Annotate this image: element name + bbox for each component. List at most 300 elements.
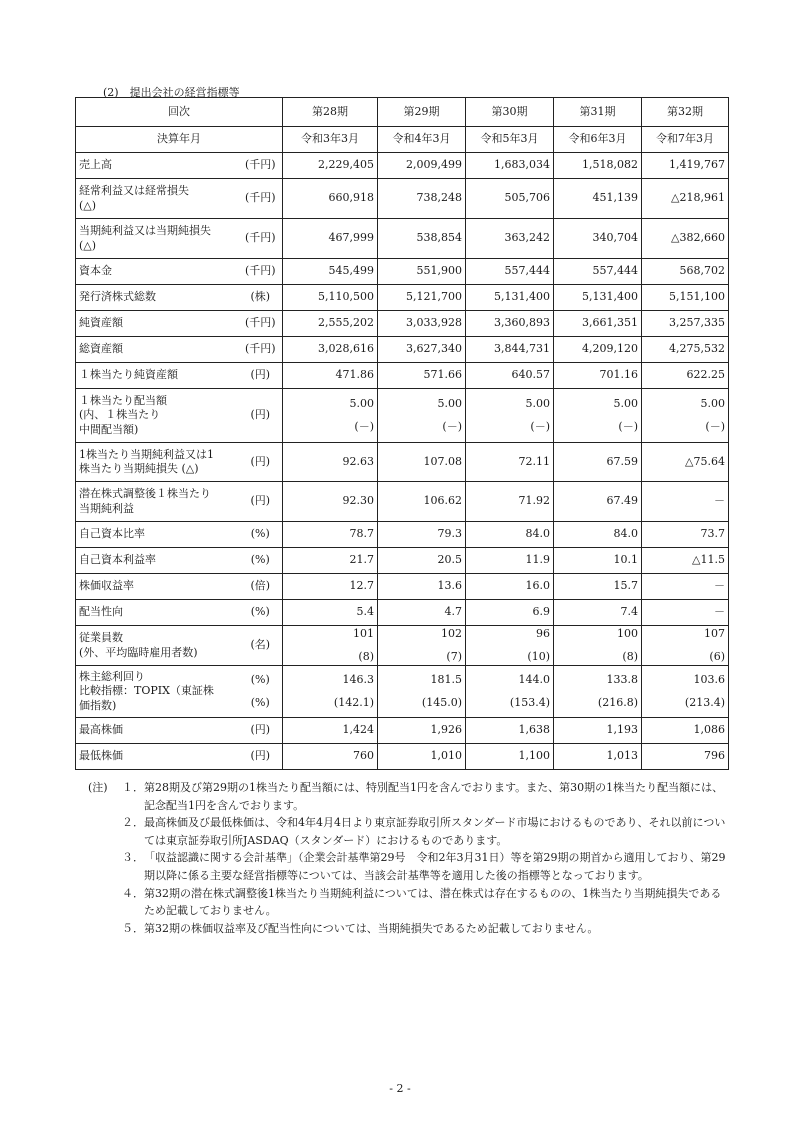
value: △11.5 [692, 553, 725, 567]
row-label-cell [76, 443, 239, 482]
value-cell [378, 337, 466, 363]
value-secondary: (213.4) [684, 696, 725, 709]
value-cell [554, 718, 642, 744]
table-row [76, 666, 729, 718]
row-label: 経常利益又は経常損失 [79, 184, 189, 198]
table-row [76, 744, 729, 770]
row-label: 当期純利益又は当期純損失 [79, 224, 211, 238]
value-cell [466, 337, 554, 363]
row-unit-cell [239, 389, 283, 443]
value-cell [283, 666, 378, 718]
value: 10.1 [613, 553, 638, 567]
note-text: 第28期及び第29期の1株当たり配当額には、特別配当1円を含んでおります。また、第30期の1株当たり配当額には、記念配当1円を含んでおります。 [144, 781, 724, 812]
note-item [88, 885, 728, 920]
value: 571.66 [423, 368, 462, 382]
value: 551,900 [416, 264, 462, 278]
value: 660,918 [328, 191, 374, 205]
row-unit-cell [239, 666, 283, 718]
value: 7.4 [620, 605, 638, 619]
value-cell [378, 600, 466, 626]
value-cell [283, 718, 378, 744]
value: － [714, 494, 725, 508]
value-cell [466, 363, 554, 389]
row-label: 従業員数 [79, 631, 123, 645]
row-label: １株当たり純資産額 [79, 368, 178, 382]
value: 796 [704, 749, 725, 763]
row-unit: (千円) [244, 191, 276, 205]
value-cell [554, 389, 642, 443]
row-label: １株当たり配当額 [79, 394, 167, 408]
table-row [76, 259, 729, 285]
value: 144.0 [518, 672, 550, 686]
value-cell [554, 482, 642, 522]
value-cell [554, 522, 642, 548]
row-unit: (円) [250, 454, 271, 468]
row-unit: (千円) [244, 316, 276, 330]
row-unit: (千円) [244, 158, 276, 172]
value: 5.00 [613, 396, 638, 410]
value-cell [466, 744, 554, 770]
value-cell [466, 285, 554, 311]
value: 640.57 [511, 368, 550, 382]
value: 12.7 [349, 579, 374, 593]
row-label: 総資産額 [79, 342, 123, 356]
value: 67.49 [606, 494, 638, 508]
value-secondary: (6) [709, 650, 725, 663]
value: 1,086 [693, 723, 725, 737]
value-cell [642, 548, 729, 574]
value: 5,121,700 [406, 290, 462, 304]
value: 15.7 [613, 579, 638, 593]
value-cell [378, 259, 466, 285]
row-unit-cell [239, 311, 283, 337]
header-fiscal-month: 令和5年3月 [466, 127, 554, 153]
value: － [714, 605, 725, 619]
header-period: 第30期 [466, 98, 554, 127]
table-row [76, 311, 729, 337]
row-label-cell [76, 718, 239, 744]
row-unit-cell [239, 744, 283, 770]
value: 340,704 [592, 231, 638, 245]
value: 5,131,400 [494, 290, 550, 304]
row-unit-cell [239, 363, 283, 389]
value-cell [283, 626, 378, 666]
value: 467,999 [328, 231, 374, 245]
section-title: (2) 提出会社の経営指標等 [103, 86, 240, 99]
value: 557,444 [504, 264, 550, 278]
table-row [76, 179, 729, 219]
value: 71.92 [518, 494, 550, 508]
value: △218,961 [671, 191, 725, 205]
row-label: 発行済株式総数 [79, 290, 156, 304]
row-unit: (%) [250, 553, 270, 567]
value: 1,013 [606, 749, 638, 763]
value-cell [466, 718, 554, 744]
value-cell [283, 522, 378, 548]
value: 4,209,120 [582, 342, 638, 356]
value-cell [642, 522, 729, 548]
row-unit: (倍) [250, 579, 271, 593]
row-label: 資本金 [79, 264, 112, 278]
row-unit-cell [239, 626, 283, 666]
row-label: 自己資本比率 [79, 527, 145, 541]
row-label: 自己資本利益率 [79, 553, 156, 567]
value: 1,193 [606, 723, 638, 737]
value: 5,131,400 [582, 290, 638, 304]
row-label: 1株当たり当期純利益又は1 [79, 447, 214, 461]
note-item [88, 920, 728, 938]
value: 545,499 [328, 264, 374, 278]
note-number: ２． [122, 816, 144, 830]
value-cell [642, 626, 729, 666]
row-unit: (千円) [244, 264, 276, 278]
value-cell [378, 548, 466, 574]
row-unit: (円) [250, 723, 271, 737]
header-row-fiscal [76, 127, 729, 153]
value-cell [554, 744, 642, 770]
value-cell [378, 574, 466, 600]
row-unit: (%) [250, 527, 270, 541]
value-cell [642, 666, 729, 718]
row-label-line2: 比較指標：TOPIX（東証株 [79, 684, 214, 698]
value-cell [554, 337, 642, 363]
row-label-line2: (△) [79, 198, 97, 212]
value-cell [283, 153, 378, 179]
value-cell [642, 482, 729, 522]
row-unit-cell [239, 522, 283, 548]
value-cell [378, 744, 466, 770]
value: 72.11 [518, 454, 550, 468]
value-cell [554, 600, 642, 626]
table-row [76, 482, 729, 522]
value: 4,275,532 [669, 342, 725, 356]
value: 1,419,767 [669, 158, 725, 172]
value-cell [378, 285, 466, 311]
value-cell [554, 574, 642, 600]
value-cell [642, 389, 729, 443]
value-cell [283, 179, 378, 219]
metrics-table-body [76, 98, 729, 770]
value-secondary: (216.8) [597, 696, 638, 709]
table-row [76, 363, 729, 389]
value-cell [642, 363, 729, 389]
table-row [76, 574, 729, 600]
value: 3,844,731 [494, 342, 550, 356]
row-label-cell [76, 389, 239, 443]
header-period: 第28期 [283, 98, 378, 127]
row-unit: (%) [250, 672, 270, 686]
value-cell [642, 744, 729, 770]
value: 3,360,893 [494, 316, 550, 330]
value: 5,110,500 [318, 290, 374, 304]
value-cell [283, 311, 378, 337]
value-cell [554, 259, 642, 285]
row-unit-cell [239, 718, 283, 744]
value-cell [283, 285, 378, 311]
value-cell [378, 522, 466, 548]
row-unit: (円) [250, 749, 271, 763]
notes-lead [88, 920, 122, 938]
value: 1,518,082 [582, 158, 638, 172]
row-label: 株主総利回り [79, 670, 145, 684]
row-unit-cell [239, 219, 283, 259]
value: 181.5 [430, 672, 462, 686]
value: － [714, 579, 725, 593]
value-cell [554, 443, 642, 482]
row-label: 潜在株式調整後１株当たり [79, 487, 211, 501]
value: 2,009,499 [406, 158, 462, 172]
row-label-cell [76, 626, 239, 666]
row-unit-line2: (%) [250, 696, 270, 709]
row-label-line2: 当期純利益 [79, 501, 134, 515]
value-cell [378, 443, 466, 482]
value-cell [466, 482, 554, 522]
row-unit-cell [239, 179, 283, 219]
value: 78.7 [349, 527, 374, 541]
row-unit: (千円) [244, 231, 276, 245]
value: 1,926 [430, 723, 462, 737]
value: 1,638 [518, 723, 550, 737]
row-label-line2: (△) [79, 238, 97, 252]
header-period: 第31期 [554, 98, 642, 127]
value-cell [283, 600, 378, 626]
note-text: 「収益認識に関する会計基準」（企業会計基準第29号 令和2年3月31日）等を第29期の期首から適用しており、第29期以降に係る主要な経営指標等については、当該会計基準等を適用した後の指標等となっております。 [144, 851, 726, 882]
value-cell [642, 311, 729, 337]
value: 5.00 [437, 396, 462, 410]
value-cell [283, 744, 378, 770]
value-cell [554, 285, 642, 311]
row-unit: (%) [250, 605, 270, 619]
value-cell [642, 600, 729, 626]
row-label: 株価収益率 [79, 579, 134, 593]
value: 107.08 [423, 454, 462, 468]
row-label-cell [76, 363, 239, 389]
notes [88, 779, 728, 937]
value-cell [642, 219, 729, 259]
value-secondary: (8) [622, 650, 638, 663]
value: 2,555,202 [318, 316, 374, 330]
value-cell [642, 574, 729, 600]
value-cell [378, 626, 466, 666]
note-number: ３． [122, 851, 144, 865]
value: 6.9 [532, 605, 550, 619]
value: 16.0 [525, 579, 550, 593]
value-cell [554, 179, 642, 219]
value-secondary: (－) [354, 420, 374, 433]
value: 20.5 [437, 553, 462, 567]
table-row [76, 389, 729, 443]
value-cell [642, 337, 729, 363]
value: 3,033,928 [406, 316, 462, 330]
notes-lead [88, 885, 122, 920]
row-label-cell [76, 259, 239, 285]
value: 363,242 [504, 231, 550, 245]
value-cell [554, 548, 642, 574]
metrics-table [75, 97, 729, 770]
value-cell [554, 153, 642, 179]
value-cell [466, 574, 554, 600]
value: 701.16 [599, 368, 638, 382]
value: 557,444 [592, 264, 638, 278]
table-row [76, 285, 729, 311]
value-cell [466, 219, 554, 259]
value: 146.3 [342, 672, 374, 686]
value-secondary: (－) [705, 420, 725, 433]
value-cell [466, 548, 554, 574]
value: 73.7 [700, 527, 725, 541]
note-number: １． [122, 781, 144, 794]
row-unit-cell [239, 548, 283, 574]
row-label-line2: (外、平均臨時雇用者数) [79, 645, 198, 659]
value: 622.25 [686, 368, 725, 382]
value: 3,627,340 [406, 342, 462, 356]
value: 79.3 [437, 527, 462, 541]
header-fiscal-month: 令和4年3月 [378, 127, 466, 153]
value-secondary: (153.4) [509, 696, 550, 709]
value-cell [466, 153, 554, 179]
value: 67.59 [606, 454, 638, 468]
value: 568,702 [679, 264, 725, 278]
value: 11.9 [525, 553, 550, 567]
row-label: 配当性向 [79, 605, 123, 619]
header-row-period [76, 98, 729, 127]
note-text: 第32期の株価収益率及び配当性向については、当期純損失であるため記載しておりません。 [144, 921, 599, 935]
row-label: 売上高 [79, 158, 112, 172]
row-unit-cell [239, 337, 283, 363]
value-secondary: (10) [527, 650, 550, 663]
value-cell [642, 443, 729, 482]
value: 13.6 [437, 579, 462, 593]
value-cell [378, 179, 466, 219]
note-item [88, 849, 728, 884]
value-cell [642, 153, 729, 179]
header-period: 第29期 [378, 98, 466, 127]
row-unit: (円) [250, 368, 271, 382]
value: 100 [617, 626, 638, 640]
value-cell [642, 179, 729, 219]
value-cell [283, 443, 378, 482]
row-unit: (円) [250, 408, 271, 422]
value-secondary: (－) [442, 420, 462, 433]
row-unit-cell [239, 285, 283, 311]
value-cell [378, 219, 466, 259]
notes-lead: (注) [88, 781, 108, 794]
row-label-cell [76, 574, 239, 600]
row-unit-cell [239, 443, 283, 482]
row-unit: (千円) [244, 342, 276, 356]
value-cell [466, 666, 554, 718]
value: 21.7 [349, 553, 374, 567]
row-label-line2: (内、１株当たり [79, 408, 161, 422]
header-fiscal-month: 令和6年3月 [554, 127, 642, 153]
value: 133.8 [606, 672, 638, 686]
value: 1,100 [518, 749, 550, 763]
value: 92.63 [342, 454, 374, 468]
row-label-cell [76, 153, 239, 179]
value-cell [466, 443, 554, 482]
value-cell [378, 363, 466, 389]
table-row [76, 219, 729, 259]
value: 471.86 [335, 368, 374, 382]
table-row [76, 600, 729, 626]
value-secondary: (142.1) [333, 696, 374, 709]
header-label-fiscal: 決算年月 [76, 127, 283, 153]
row-label-line3: 中間配当額) [79, 422, 139, 436]
value: 4.7 [444, 605, 462, 619]
table-row [76, 548, 729, 574]
value-cell [378, 666, 466, 718]
value: 84.0 [525, 527, 550, 541]
value-cell [554, 311, 642, 337]
value: 106.62 [423, 494, 462, 508]
row-unit-cell [239, 259, 283, 285]
value-cell [466, 259, 554, 285]
value-cell [466, 179, 554, 219]
row-label-cell [76, 482, 239, 522]
page-number: - 2 - [389, 1082, 411, 1095]
notes-lead [88, 814, 122, 849]
value-cell [554, 363, 642, 389]
value: 92.30 [342, 494, 374, 508]
row-label-cell [76, 522, 239, 548]
row-unit: (円) [250, 494, 271, 508]
value-cell [642, 259, 729, 285]
value-cell [378, 153, 466, 179]
notes-lead [88, 849, 122, 884]
row-unit: (名) [250, 638, 271, 652]
row-label: 最低株価 [79, 749, 123, 763]
row-label-cell [76, 219, 239, 259]
row-label-cell [76, 337, 239, 363]
value: 538,854 [416, 231, 462, 245]
value-cell [466, 522, 554, 548]
value: 5,151,100 [669, 290, 725, 304]
table-row [76, 626, 729, 666]
value: △382,660 [671, 231, 725, 245]
value: 5.00 [349, 396, 374, 410]
table-row [76, 443, 729, 482]
header-label-period: 回次 [76, 98, 283, 127]
table-row [76, 718, 729, 744]
value: 3,661,351 [582, 316, 638, 330]
value: 5.00 [525, 396, 550, 410]
note-text: 最高株価及び最低株価は、令和4年4月4日より東京証券取引所スタンダード市場におけるものであり、それ以前については東京証券取引所JASDAQ（スタンダード）におけるものであります。 [144, 816, 726, 847]
value-cell [466, 626, 554, 666]
row-label: 純資産額 [79, 316, 123, 330]
value-cell [378, 389, 466, 443]
row-label-cell [76, 744, 239, 770]
value-cell [554, 219, 642, 259]
value-secondary: (145.0) [421, 696, 462, 709]
value: 1,424 [342, 723, 374, 737]
value-cell [378, 311, 466, 337]
value-cell [283, 389, 378, 443]
row-unit: (株) [250, 290, 271, 304]
row-label-line3: 価指数) [79, 698, 117, 712]
value-cell [283, 548, 378, 574]
value: △75.64 [685, 454, 725, 468]
value: 96 [536, 626, 550, 640]
value: 760 [353, 749, 374, 763]
header-fiscal-month: 令和3年3月 [283, 127, 378, 153]
value: 103.6 [693, 672, 725, 686]
value-cell [283, 337, 378, 363]
value: 107 [704, 626, 725, 640]
value: 451,139 [592, 191, 638, 205]
note-number: ４． [122, 886, 144, 900]
value-secondary: (－) [530, 420, 550, 433]
row-unit-cell [239, 153, 283, 179]
